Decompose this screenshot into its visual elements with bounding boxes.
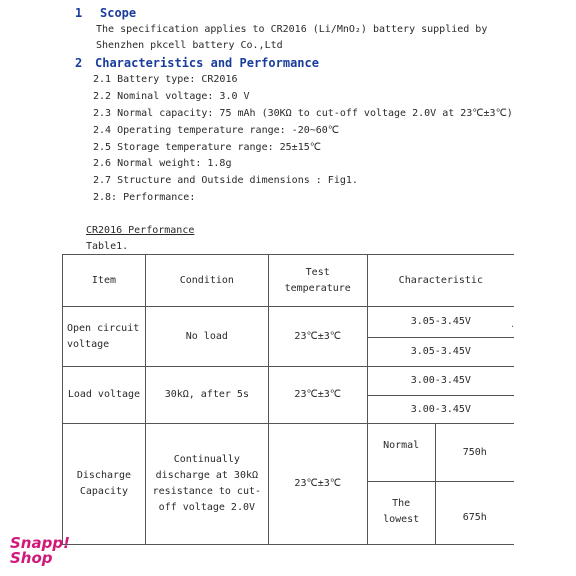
ocv-condition: No load [145, 307, 268, 367]
stray-dot: · [511, 322, 515, 333]
discharge-lowest-label: The lowest [367, 482, 435, 545]
table-caption: CR2016 Performance [86, 225, 195, 236]
discharge-lowest-value: 675h [435, 482, 514, 545]
spec-operating-temperature: 2.4 Operating temperature range: -20~60℃ [93, 125, 340, 136]
load-value-2: 3.00-3.45V [367, 396, 514, 424]
ocv-temperature: 23℃±3℃ [268, 307, 367, 367]
section-2-number: 2 [75, 56, 83, 70]
header-test-temperature [268, 255, 367, 307]
load-value-1: 3.00-3.45V [367, 367, 514, 396]
discharge-cond-line-2: discharge at 30kΩ [155, 470, 259, 481]
discharge-cond-line-1: Continually [173, 454, 240, 465]
section-1-title: Scope [100, 6, 137, 20]
ocv-item [63, 307, 146, 367]
discharge-item [63, 424, 146, 545]
discharge-normal-value: 750h [435, 424, 514, 482]
spec-battery-type: 2.1 Battery type: CR2016 [93, 74, 238, 85]
spec-performance: 2.8: Performance: [93, 192, 196, 203]
logo-line-2: Shop [10, 549, 53, 567]
discharge-normal-label: Normal [367, 424, 435, 482]
ocv-value-2: 3.05-3.45V [367, 338, 514, 367]
logo-line-1: Snapp! [10, 534, 70, 552]
load-temperature: 23℃±3℃ [268, 367, 367, 424]
load-condition: 30kΩ, after 5s [145, 367, 268, 424]
table-label: Table1. [86, 241, 129, 252]
header-condition: Condition [145, 255, 268, 307]
section-2-title: Characteristics and Performance [95, 56, 319, 70]
ocv-value-1: 3.05-3.45V [367, 307, 514, 338]
table-row [63, 367, 515, 396]
load-item: Load voltage [63, 367, 146, 424]
spec-normal-weight: 2.6 Normal weight: 1.8g [93, 158, 232, 169]
discharge-condition [145, 424, 268, 545]
discharge-item-line-1: Discharge [76, 470, 132, 481]
spec-normal-capacity: 2.3 Normal capacity: 75 mAh (30KΩ to cut-off voltage 2.0V at 23℃±3℃) [93, 108, 513, 119]
spec-structure-dimensions: 2.7 Structure and Outside dimensions : Fig1. [93, 175, 358, 186]
discharge-temperature: 23℃±3℃ [268, 424, 367, 545]
scope-text-line-2: Shenzhen pkcell battery Co.,Ltd [96, 40, 283, 51]
header-test-temp-line-1: Test [305, 266, 330, 278]
spec-nominal-voltage: 2.2 Nominal voltage: 3.0 V [93, 91, 250, 102]
header-item: Item [63, 255, 146, 307]
section-1-number: 1 [75, 6, 83, 20]
table-header-row [63, 255, 515, 307]
ocv-item-line-1: Open circuit [67, 322, 140, 334]
performance-table [62, 254, 514, 545]
scope-text-line-1: The specification applies to CR2016 (Li/MnO₂) battery supplied by [96, 24, 488, 35]
header-characteristic: Characteristic [367, 255, 514, 307]
snappshop-logo [10, 536, 80, 570]
table-row [63, 424, 515, 482]
discharge-cond-line-4: off voltage 2.0V [158, 502, 255, 513]
ocv-item-line-2: voltage [67, 338, 110, 350]
spec-storage-temperature: 2.5 Storage temperature range: 25±15℃ [93, 142, 321, 153]
discharge-item-line-2: Capacity [79, 486, 129, 497]
discharge-cond-line-3: resistance to cut- [152, 486, 262, 497]
header-test-temp-line-2: temperature [284, 282, 351, 294]
table-row [63, 307, 515, 338]
